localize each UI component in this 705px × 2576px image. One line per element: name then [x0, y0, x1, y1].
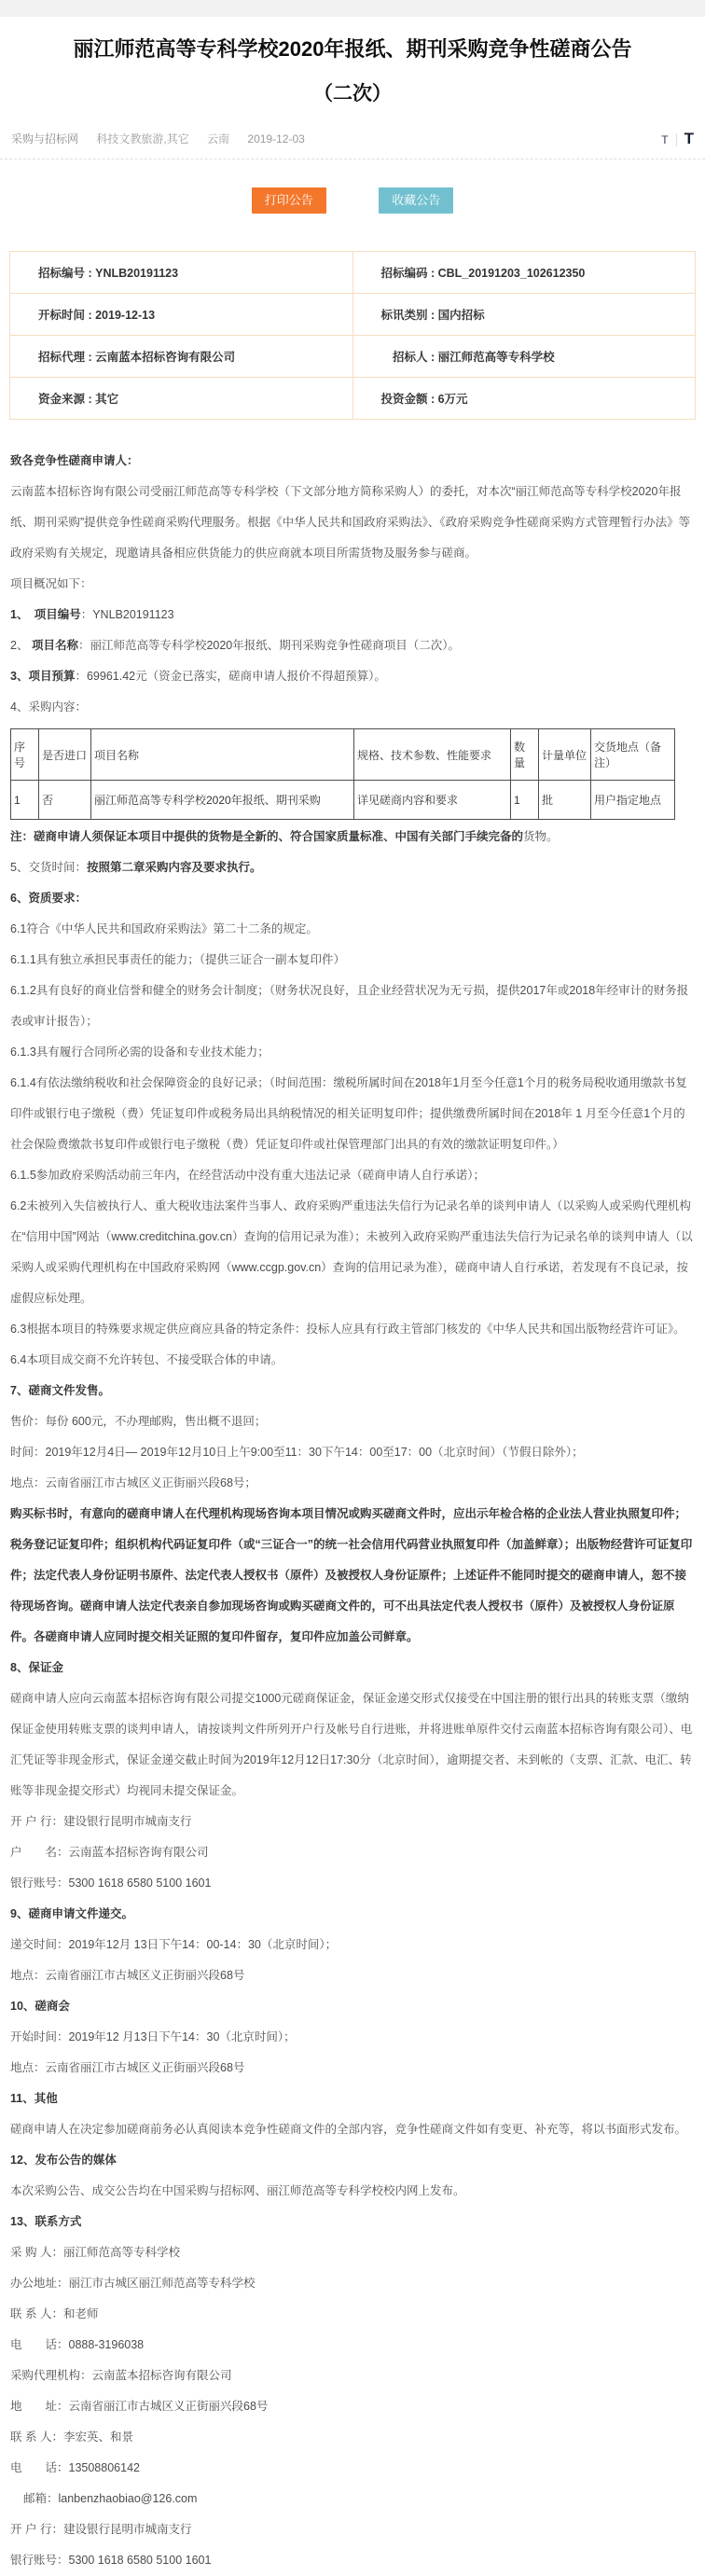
paragraph: 13、联系方式: [10, 2215, 82, 2228]
announcement-intro: [0, 446, 705, 723]
investment-cell: 投资金额 : 6万元: [352, 378, 696, 420]
paragraph: 2、 项目名称：丽江师范高等专科学校2020年报纸、期刊采购竞争性磋商项目（二次）。: [10, 639, 461, 652]
item-specs: 详见磋商内容和要求: [354, 781, 511, 820]
paragraph: 致各竞争性磋商申请人：: [10, 454, 139, 467]
font-size-toggles: [661, 132, 694, 146]
paragraph: 开始时间：2019年12 月13日下午14：30（北京时间）；: [10, 2030, 296, 2043]
paragraph: 地点：云南省丽江市古城区义正街丽兴段68号；: [10, 1476, 256, 1489]
paragraph: 采购代理机构：云南蓝本招标咨询有限公司: [10, 2369, 232, 2382]
col-index: 序号: [11, 729, 39, 781]
paragraph: 4、采购内容：: [10, 700, 87, 713]
paragraph: 地点：云南省丽江市古城区义正街丽兴段68号: [10, 1969, 245, 1982]
paragraph: 办公地址：丽江市古城区丽江师范高等专科学校: [10, 2277, 256, 2290]
bid-number-cell: 招标编号 : YNLB20191123: [10, 252, 353, 294]
col-imported: 是否进口: [39, 729, 91, 781]
favorite-announcement-button[interactable]: 收藏公告: [379, 187, 453, 214]
paragraph: 6.3根据本项目的特殊要求规定供应商应具备的特定条件：投标人应具有行政主管部门核发的《中华人民共和国出版物经营许可证》。: [10, 1323, 685, 1336]
publish-date: 2019-12-03: [247, 132, 305, 145]
item-index: 1: [11, 781, 39, 820]
paragraph: 8、保证金: [10, 1661, 63, 1674]
font-size-large-toggle[interactable]: T: [684, 130, 694, 147]
paragraph: 9、磋商申请文件递交。: [10, 1907, 133, 1920]
paragraph: 银行账号：5300 1618 6580 5100 1601: [10, 1877, 212, 1890]
paragraph: 3、项目预算：69961.42元（资金已落实，磋商申请人报价不得超预算）。: [10, 670, 386, 683]
paragraph: 项目概况如下：: [10, 577, 92, 590]
paragraph: 电 话：0888-3196038: [10, 2338, 145, 2351]
paragraph: 递交时间：2019年12月 13日下午14：00-14：30（北京时间）；: [10, 1938, 338, 1951]
paragraph: 户 名：云南蓝本招标咨询有限公司: [10, 1846, 209, 1859]
table-row: [10, 294, 696, 336]
bid-code-cell: 招标编码 : CBL_20191203_102612350: [352, 252, 696, 294]
paragraph: 开 户 行：建设银行昆明市城南支行: [10, 2523, 192, 2536]
paragraph: 6.4本项目成交商不允许转包、不接受联合体的申请。: [10, 1353, 283, 1366]
paragraph: 6.1.1具有独立承担民事责任的能力；（提供三证合一副本复印件）: [10, 953, 346, 966]
paragraph: 10、磋商会: [10, 2000, 70, 2013]
item-delivery-place: 用户指定地点: [591, 781, 675, 820]
page-title-line1: 丽江师范高等专科学校2020年报纸、期刊采购竞争性磋商公告: [73, 37, 632, 61]
item-name: 丽江师范高等专科学校2020年报纸、期刊采购: [91, 781, 354, 820]
paragraph: 11、其他: [10, 2092, 58, 2105]
col-unit: 计量单位: [539, 729, 591, 781]
open-date-cell: 开标时间 : 2019-12-13: [10, 294, 353, 336]
paragraph: 7、磋商文件发售。: [10, 1384, 110, 1397]
paragraph: 银行账号：5300 1618 6580 5100 1601: [10, 2554, 212, 2567]
page-title: [0, 35, 705, 108]
paragraph: 电 话：13508806142: [10, 2461, 140, 2474]
bid-info-table: [9, 251, 696, 420]
paragraph: 6.1符合《中华人民共和国政府采购法》第二十二条的规定。: [10, 922, 318, 935]
table-header-row: [11, 729, 675, 781]
table-row: [10, 378, 696, 420]
item-imported: 否: [39, 781, 91, 820]
col-item-name: 项目名称: [91, 729, 354, 781]
breadcrumb-region[interactable]: 云南: [207, 132, 230, 145]
table-row: [11, 781, 675, 820]
breadcrumb-source[interactable]: 采购与招标网: [11, 132, 79, 145]
fund-source-cell: 资金来源 : 其它: [10, 378, 353, 420]
col-quantity: 数量: [511, 729, 539, 781]
paragraph: 1、 项目编号：YNLB20191123: [10, 608, 174, 621]
agency-cell: 招标代理 : 云南蓝本招标咨询有限公司: [10, 336, 353, 378]
paragraph: 5、交货时间：按照第二章采购内容及要求执行。: [10, 861, 262, 874]
bid-category-cell: 标讯类别 : 国内招标: [352, 294, 696, 336]
print-announcement-button[interactable]: 打印公告: [252, 187, 326, 214]
paragraph: 购买标书时，有意向的磋商申请人在代理机构现场咨询本项目情况或购买磋商文件时，应出示年检合格的企业法人营业执照复印件；税务登记证复印件；组织机构代码证复印件（或“三证合一”的统一社会信用代码营业执照复印件（加盖鲜章）；出版物经营许可证复印件；法定代表人身份证明书原件、法定代表人授权书（原件）及被授权人身份证原件；上述证件不能同时提交的磋商申请人，恕不接待现场咨询。磋商申请人法定代表亲自参加现场咨询或购买磋商文件的，可不出具法定代表人授权书（原件）及被授权人身份证原件。各磋商申请人应同时提交相关证照的复印件留存，复印件应加盖公司鲜章。: [10, 1507, 693, 1643]
table-row: [10, 252, 696, 294]
paragraph: 6.1.3具有履行合同所必需的设备和专业技术能力；: [10, 1046, 270, 1059]
paragraph: 邮箱：lanbenzhaobiao@126.com: [23, 2492, 198, 2505]
tenderee-cell: 招标人 : 丽江师范高等专科学校: [352, 336, 696, 378]
item-unit: 批: [539, 781, 591, 820]
col-delivery-place: 交货地点（备注）: [591, 729, 675, 781]
paragraph: 6.2未被列入失信被执行人、重大税收违法案件当事人、政府采购严重违法失信行为记录名单的谈判申请人（以采购人或采购代理机构在“信用中国”网站（www.creditchina.gov.cn）查询的信用记录为准）；未被列入政府采购严重违法失信行为记录名单的谈判申请人（以采购人或采购代理机构在中国政府采购网（www.ccgp.gov.cn）查询的信用记录为准），磋商申请人自行承诺，若发现有不良记录，按虚假应标处理。: [10, 1199, 693, 1305]
paragraph: 注：磋商申请人须保证本项目中提供的货物是全新的、符合国家质量标准、中国有关部门手续完备的货物。: [10, 830, 559, 843]
paragraph: 联 系 人：李宏英、和景: [10, 2431, 133, 2444]
paragraph: 6.1.5参加政府采购活动前三年内，在经营活动中没有重大违法记录（磋商申请人自行承诺）；: [10, 1169, 486, 1182]
meta-row: [0, 131, 705, 146]
paragraph: 云南蓝本招标咨询有限公司受丽江师范高等专科学校（下文部分地方简称采购人）的委托，对本次“丽江师范高等专科学校2020年报纸、期刊采购”提供竞争性磋商采购代理服务。根据《中华人民共和国政府采购法》、《政府采购竞争性磋商采购方式管理暂行办法》等政府采购有关规定，现邀请具备相应供货能力的供应商就本项目所需货物及服务参与磋商。: [10, 485, 691, 560]
col-specs: 规格、技术参数、性能要求: [354, 729, 511, 781]
paragraph: 联 系 人：和老师: [10, 2307, 99, 2320]
paragraph: 地点：云南省丽江市古城区义正街丽兴段68号: [10, 2061, 245, 2074]
paragraph: 售价：每份 600元，不办理邮购，售出概不退回；: [10, 1415, 267, 1428]
paragraph: 地 址：云南省丽江市古城区义正街丽兴段68号: [10, 2400, 269, 2413]
paragraph: 6.1.2具有良好的商业信誉和健全的财务会计制度；（财务状况良好，且企业经营状况为无亏损，提供2017年或2018年经审计的财务报表或审计报告）；: [10, 984, 689, 1028]
page-title-line2: （二次）: [313, 83, 392, 104]
table-row: [10, 336, 696, 378]
paragraph: 6.1.4有依法缴纳税收和社会保障资金的良好记录；（时间范围：缴税所属时间在2018年1月至今任意1个月的税务局税收通用缴款书复印件或银行电子缴税（费）凭证复印件或税务局出具纳税情况的相关证明复印件；提供缴费所属时间在2018年 1 月至今任意1个月的社会保险费缴款书复印件或银行电子缴税（费）凭证复印件或社保管理部门出具的有效的缴款证明复印件。）: [10, 1076, 687, 1151]
announcement-body: [0, 822, 705, 2576]
paragraph: 6、资质要求：: [10, 892, 87, 905]
page-top-strip: [0, 0, 705, 17]
paragraph: 开 户 行：建设银行昆明市城南支行: [10, 1815, 192, 1828]
action-buttons: [0, 187, 705, 214]
paragraph: 时间：2019年12月4日— 2019年12月10日上午9:00至11：30下午14：00至17：00（北京时间）（节假日除外）；: [10, 1446, 584, 1459]
breadcrumb: [11, 131, 320, 146]
paragraph: 磋商申请人在决定参加磋商前务必认真阅读本竞争性磋商文件的全部内容，竞争性磋商文件如有变更、补充等，将以书面形式发布。: [10, 2123, 687, 2136]
item-quantity: 1: [511, 781, 539, 820]
font-size-small-toggle[interactable]: T: [661, 133, 676, 146]
paragraph: 12、发布公告的媒体: [10, 2154, 117, 2167]
paragraph: 采 购 人：丽江师范高等专科学校: [10, 2246, 180, 2259]
paragraph: 磋商申请人应向云南蓝本招标咨询有限公司提交1000元磋商保证金，保证金递交形式仅接受在中国注册的银行出具的转账支票（缴纳保证金使用转账支票的谈判申请人，请按谈判文件所列开户行及帐号自行进账，并将进账单原件交付云南蓝本招标咨询有限公司）、电汇凭证等非现金形式，保证金递交截止时间为2019年12月12日17:30分（北京时间），逾期提交者、未到帐的（支票、汇款、电汇、转账等非现金提交形式）均视同未提交保证金。: [10, 1692, 693, 1797]
procurement-items-table: [10, 728, 675, 820]
breadcrumb-category[interactable]: 科技文教旅游,其它: [96, 132, 189, 145]
paragraph: 本次采购公告、成交公告均在中国采购与招标网、丽江师范高等专科学校校内网上发布。: [10, 2184, 465, 2197]
